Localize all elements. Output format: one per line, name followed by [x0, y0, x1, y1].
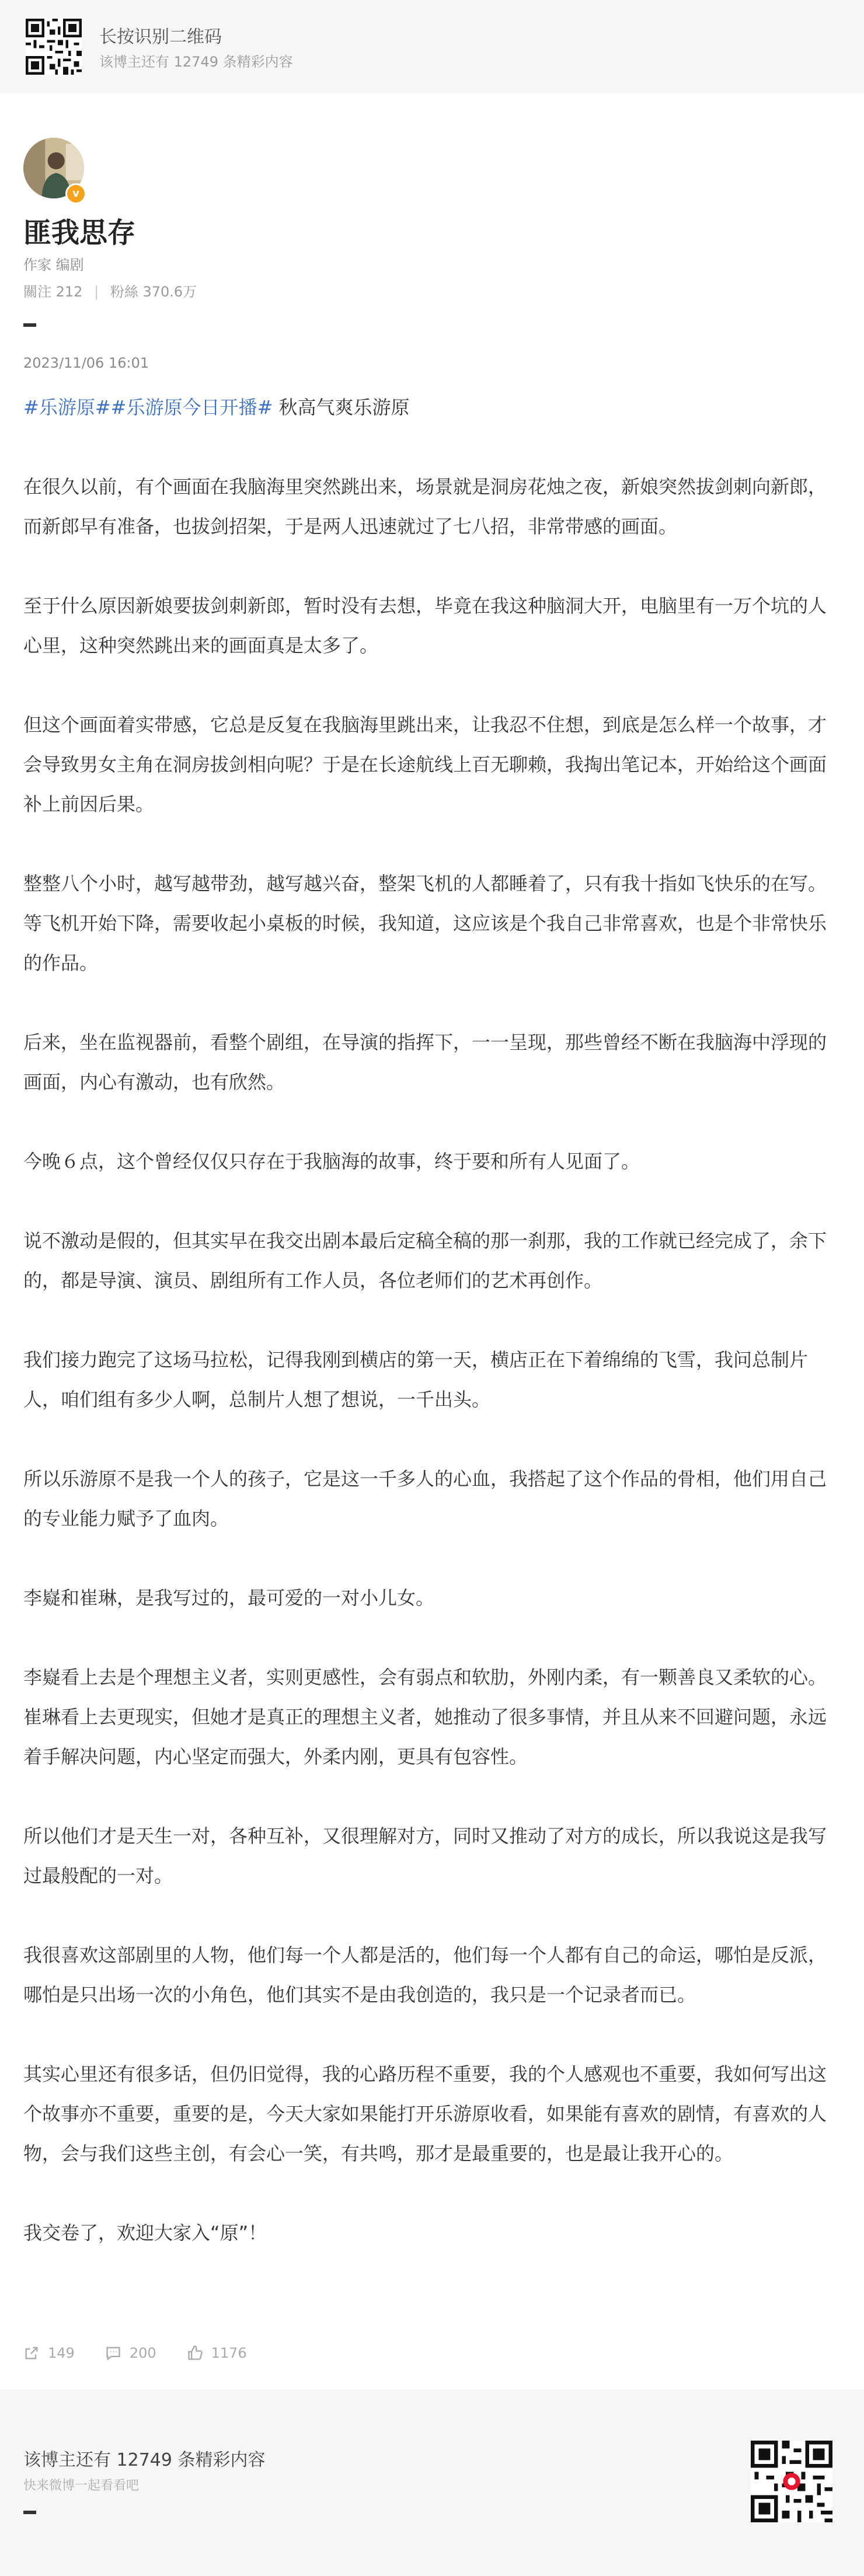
user-stats	[23, 280, 197, 301]
repost-count: 149	[48, 2345, 75, 2361]
repost-button[interactable]	[23, 2345, 75, 2361]
paragraph: 但这个画面着实带感，它总是反复在我脑海里跳出来，让我忍不住想，到底是怎么样一个故事，才会导致男女主角在洞房拔剑相向呢？于是在长途航线上百无聊赖，我掏出笔记本，开始给这个画面补上前因后果。	[23, 714, 827, 815]
hashtag-link[interactable]: #乐游原今日开播#	[110, 396, 273, 418]
post-tags-line	[23, 388, 841, 427]
like-button[interactable]	[187, 2345, 247, 2361]
following-count: 212	[55, 284, 83, 300]
paragraph: 整整八个小时，越写越带劲，越写越兴奋，整架飞机的人都睡着了，只有我十指如飞快乐的在写。等飞机开始下降，需要收起小桌板的时候，我知道，这应该是个我自己非常喜欢，也是个非常快乐的作品。	[23, 872, 827, 974]
bottom-banner	[0, 2389, 864, 2576]
thumbs-up-icon	[187, 2345, 203, 2361]
bottom-banner-title: 该博主还有 12749 条精彩内容	[23, 2450, 266, 2470]
like-count: 1176	[211, 2345, 247, 2361]
paragraph: 说不激动是假的，但其实早在我交出剧本最后定稿全稿的那一刹那，我的工作就已经完成了，余下的，都是导演、演员、剧组所有工作人员，各位老师们的艺术再创作。	[23, 1230, 827, 1292]
comment-button[interactable]	[105, 2345, 156, 2361]
tags-tail-text: 秋高气爽乐游原	[273, 396, 410, 418]
post-actions	[23, 2341, 277, 2365]
stats-divider: |	[94, 284, 99, 300]
paragraph: 我们接力跑完了这场马拉松，记得我刚到横店的第一天，横店正在下着绵绵的飞雪，我问总制片人，咱们组有多少人啊，总制片人想了想说，一千出头。	[23, 1349, 809, 1411]
banner-subtitle: 该博主还有 12749 条精彩内容	[99, 54, 293, 70]
post-timestamp: 2023/11/06 16:01	[23, 355, 149, 371]
qr-code-icon[interactable]	[751, 2441, 832, 2522]
banner-title: 长按识别二维码	[99, 27, 222, 47]
paragraph: 所以乐游原不是我一个人的孩子，它是这一千多人的心血，我搭起了这个作品的骨相，他们用自己的专业能力赋予了血肉。	[23, 1468, 827, 1530]
paragraph: 后来，坐在监视器前，看整个剧组，在导演的指挥下，一一呈现，那些曾经不断在我脑海中浮现的画面，内心有激动，也有欣然。	[23, 1031, 827, 1093]
followers-count: 370.6万	[142, 284, 197, 300]
followers-label: 粉絲	[110, 284, 138, 300]
paragraph: 其实心里还有很多话，但仍旧觉得，我的心路历程不重要，我的个人感观也不重要，我如何写出这个故事亦不重要，重要的是，今天大家如果能打开乐游原收看，如果能有喜欢的剧情，有喜欢的人物，会与我们这些主创，有会心一笑，有共鸣，那才是最重要的，也是最让我开心的。	[23, 2063, 827, 2165]
user-name[interactable]: 匪我思存	[23, 217, 136, 249]
paragraph: 我很喜欢这部剧里的人物，他们每一个人都是活的，他们每一个人都有自己的命运，哪怕是反派，哪怕是只出场一次的小角色，他们其实不是由我创造的，我只是一个记录者而已。	[23, 1944, 827, 2006]
comment-icon	[105, 2345, 121, 2361]
paragraph: 今晚６点，这个曾经仅仅只存在于我脑海的故事，终于要和所有人见面了。	[23, 1150, 640, 1172]
share-icon	[23, 2345, 40, 2361]
divider-mark	[23, 323, 36, 327]
paragraph: 在很久以前，有个画面在我脑海里突然跳出来，场景就是洞房花烛之夜，新娘突然拔剑刺向新郎，而新郎早有准备，也拔剑招架，于是两人迅速就过了七八招，非常带感的画面。	[23, 476, 827, 537]
user-description: 作家 编剧	[23, 257, 84, 273]
paragraph: 至于什么原因新娘要拔剑刺新郎，暂时没有去想，毕竟在我这种脑洞大开，电脑里有一万个坑的人心里，这种突然跳出来的画面真是太多了。	[23, 595, 827, 657]
paragraph: 李嶷看上去是个理想主义者，实则更感性，会有弱点和软肋，外刚内柔，有一颗善良又柔软的心。崔琳看上去更现实，但她才是真正的理想主义者，她推动了很多事情，并且从来不回避问题，永远着手解决问题，内心坚定而强大，外柔内刚，更具有包容性。	[23, 1666, 827, 1768]
bottom-banner-subtitle: 快来微博一起看看吧	[23, 2479, 140, 2493]
qr-code-icon[interactable]	[26, 19, 82, 75]
post-content	[23, 388, 841, 2292]
paragraph: 我交卷了，欢迎大家入“原”！	[23, 2222, 267, 2244]
paragraph: 李嶷和崔琳，是我写过的，最可爱的一对小儿女。	[23, 1587, 435, 1609]
paragraph: 所以他们才是天生一对，各种互补，又很理解对方，同时又推动了对方的成长，所以我说这是我写过最般配的一对。	[23, 1825, 827, 1887]
comment-count: 200	[129, 2345, 156, 2361]
following-label: 關注	[23, 284, 51, 300]
divider-mark	[23, 2511, 36, 2514]
hashtag-link[interactable]: #乐游原#	[23, 396, 111, 418]
top-banner	[0, 0, 864, 93]
verified-badge-icon: v	[65, 183, 86, 204]
